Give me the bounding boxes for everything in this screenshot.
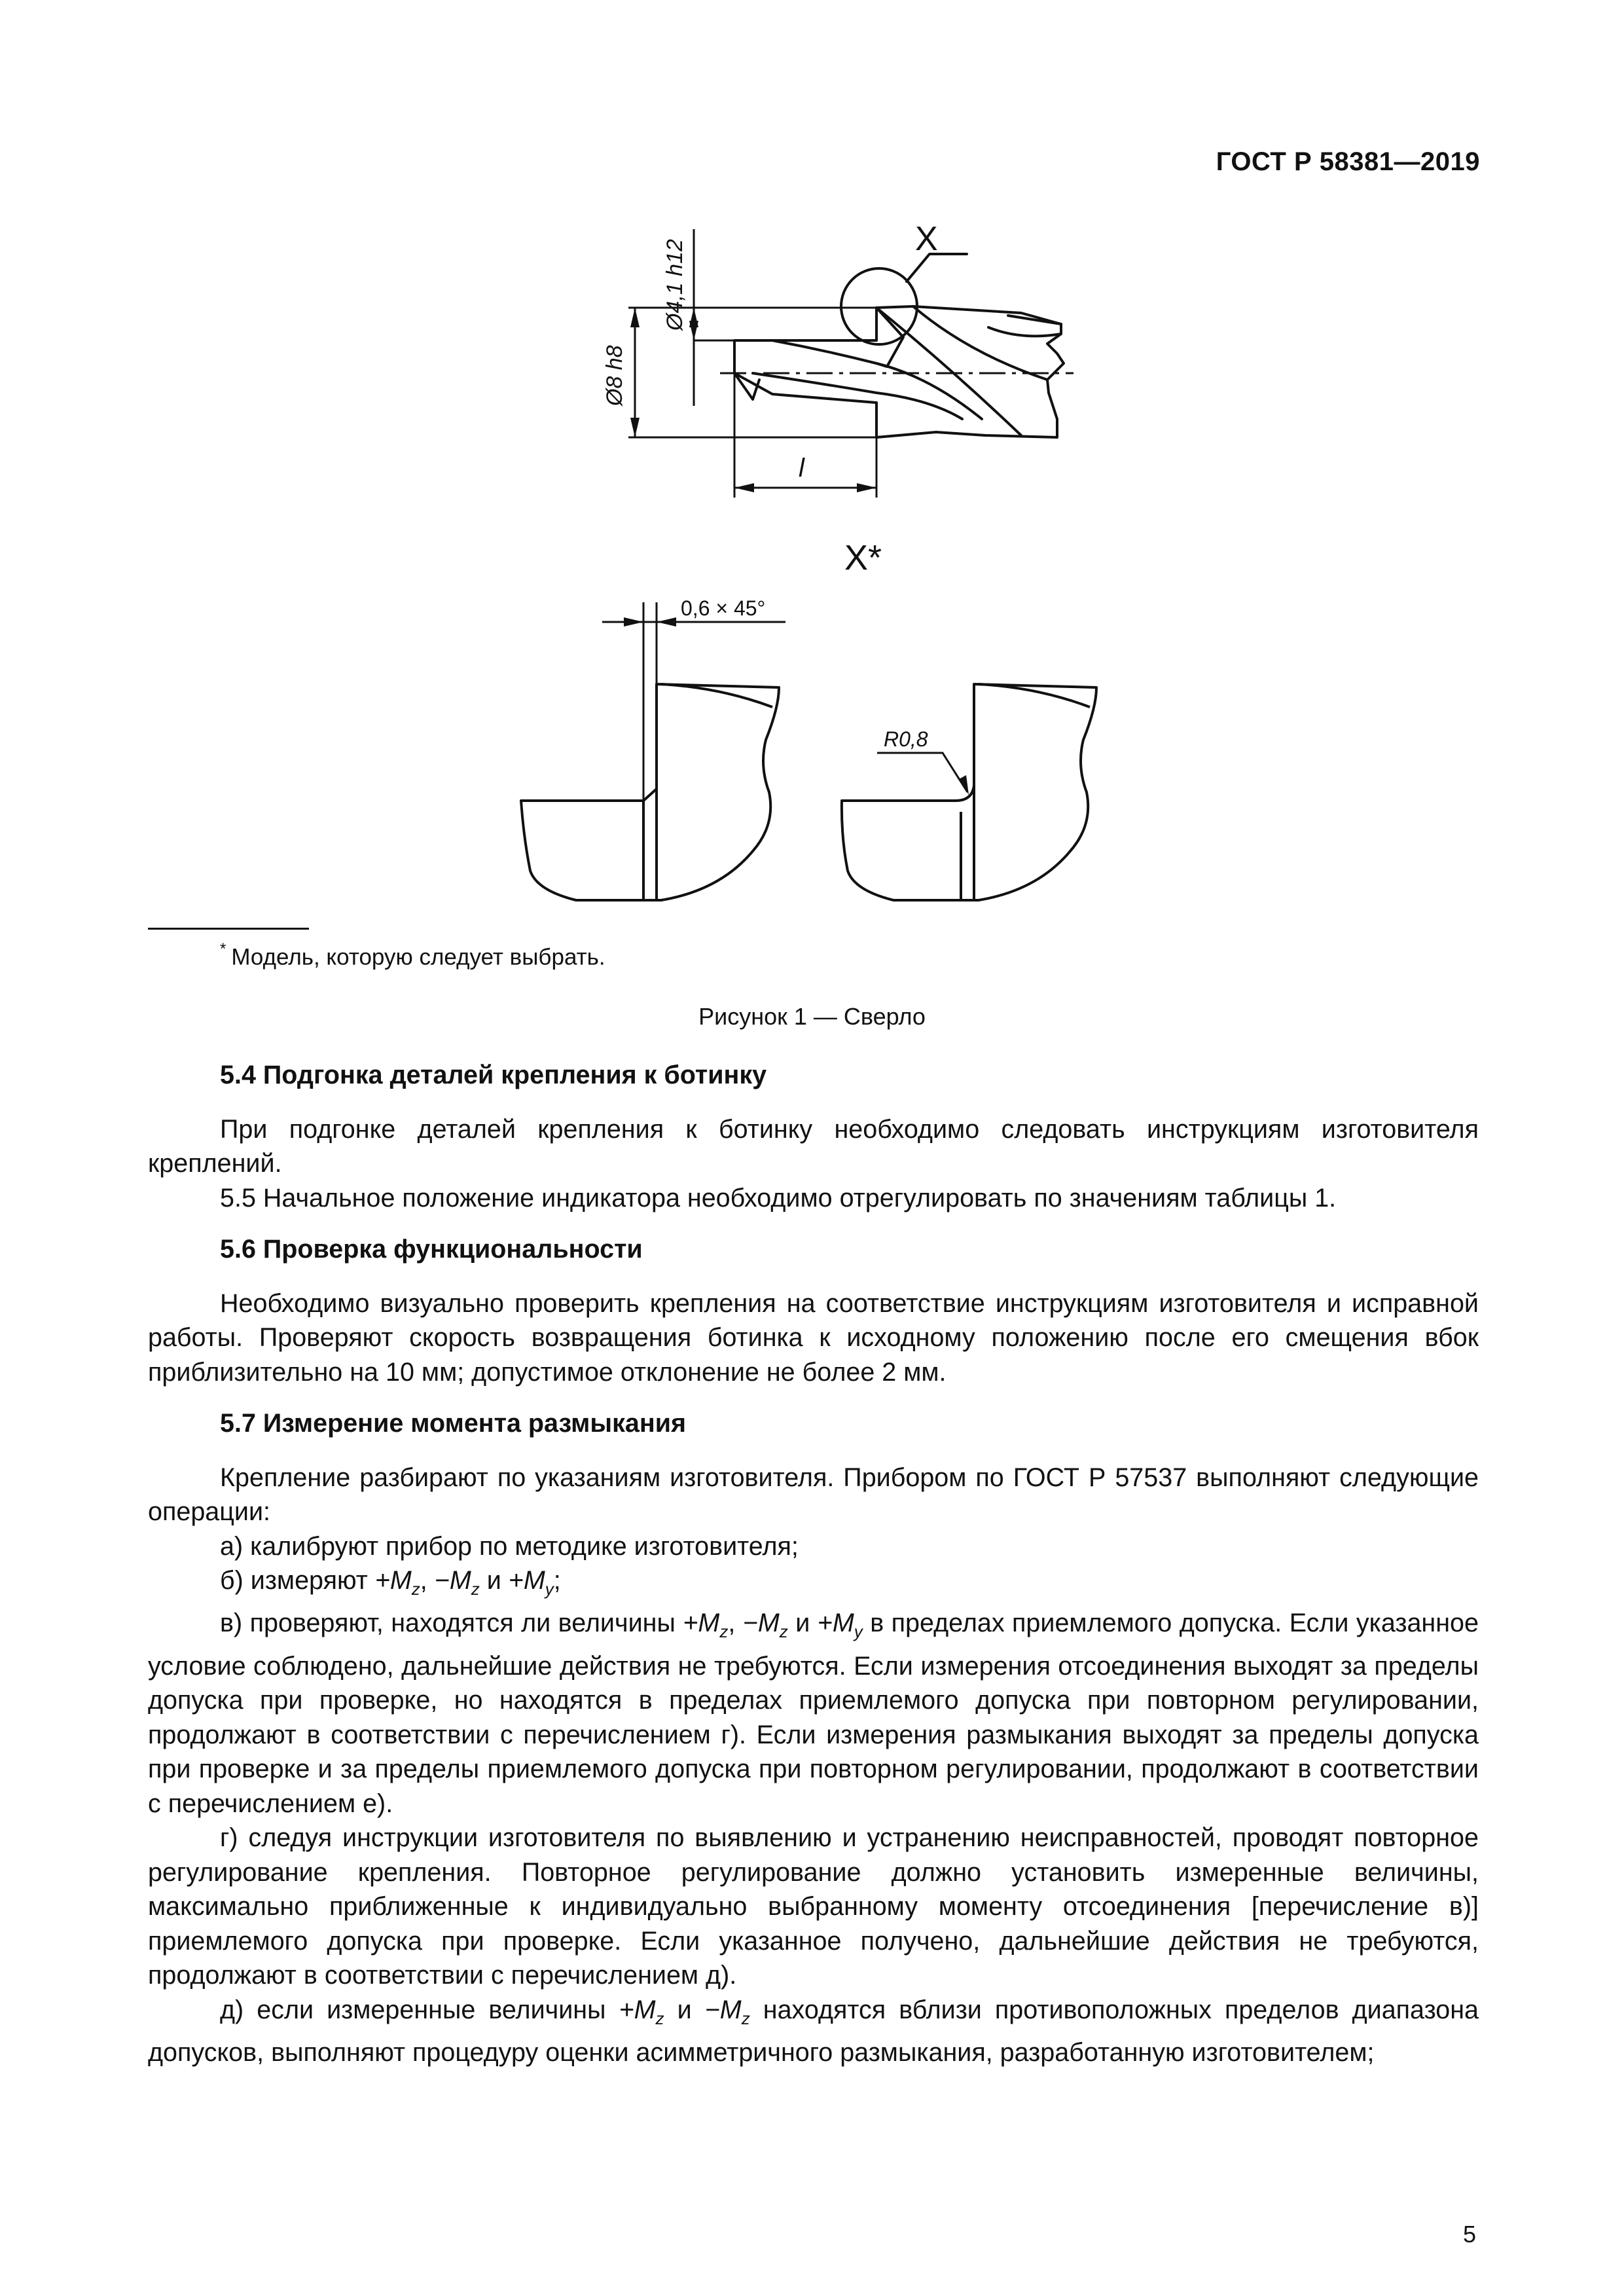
section-5-4-paragraph: При подгонке деталей крепления к ботинку необходимо следовать инструкциям изготовителя креплений.: [148, 1114, 1479, 1178]
figure-caption: Рисунок 1 — Сверло: [698, 1003, 926, 1030]
dim-small-diameter: Ø4,1 h12: [662, 239, 687, 331]
dim-chamfer: 0,6 × 45°: [681, 596, 766, 620]
list-item-b: б) измеряют $+M_z$, $-M_z$ $и +M_y$;: [220, 1566, 561, 1599]
dim-large-diameter: Ø8 h8: [602, 345, 627, 406]
section-5-7-paragraph: Крепление разбирают по указаниям изготовителя. Прибором по ГОСТ Р 57537 выполняют следующие операции:: [148, 1463, 1479, 1526]
standard-number: ГОСТ Р 58381—2019: [1216, 147, 1480, 176]
leader-line: [877, 753, 967, 792]
list-item-d: д) если измеренные величины $+M_z$ $и -M_z$ находятся вблизи противоположных пределов диапазона допусков, выполняют процедуру оценки асимметричного размыкания, разработанную изготовителем;: [148, 1995, 1479, 2068]
page-number: 5: [1462, 2221, 1476, 2248]
arrow: [857, 483, 876, 492]
drill-figure: [0, 0, 1624, 982]
arrow: [734, 483, 754, 492]
arrow: [689, 321, 698, 340]
dim-length: l: [799, 454, 804, 483]
footnote-text: Модель, которую следует выбрать.: [231, 944, 605, 970]
footnote-divider: [148, 928, 309, 930]
section-5-6-paragraph: Необходимо визуально проверить крепления на соответствие инструкциям изготовителя и исправной работы. Проверяют скорость возвращения ботинка к исходному положению после его смещения вбок приблизительно на 10 мм; допустимое отклонение не более 2 мм.: [148, 1288, 1479, 1387]
detail-left-outline: [521, 684, 779, 900]
list-item-v: в) проверяют, находятся ли величины $+M_z$, $-M_z$ $и +M_y$ в пределах приемлемого допуска. Если указанное условие соблюдено, дальнейшие действия не требуются. Если измерения отсоединения выходят за пределы допуска при проверке, но находятся в пределах приемлемого допуска при повторном регулировании, продолжают в соответствии с перечислением г). Если измерения размыкания выходят за пределы допуска при проверке и за пределы приемлемого допуска при повторном регулировании, продолжают в соответствии с перечислением е).: [148, 1609, 1479, 1818]
arrow: [657, 617, 676, 627]
list-item-a: а) калибруют прибор по методике изготовителя;: [220, 1531, 799, 1561]
drill-flute-line: [988, 327, 1061, 336]
drill-flute-line: [876, 308, 1021, 435]
label-x: X: [915, 220, 938, 258]
label-x-star: X*: [844, 538, 882, 577]
arrow: [630, 418, 640, 437]
leader-line: [907, 254, 967, 282]
section-5-7-title: 5.7 Измерение момента размыкания: [220, 1409, 687, 1438]
arrow: [624, 617, 643, 627]
arrow: [630, 308, 640, 327]
document-body: [148, 1058, 1479, 2070]
footnote: [220, 940, 605, 971]
list-item-g: г) следуя инструкции изготовителя по выявлению и устранению неисправностей, проводят повторное регулирование крепления. Повторное регулирование должно установить измеренные величины, максимально приближенные к индивидуально выбранному моменту отсоединения [перечисление в)] приемлемого допуска при проверке. Если указанное получено, дальнейшие действия не требуются, продолжают в соответствии с перечислением д).: [148, 1823, 1479, 1990]
dim-radius: R0,8: [884, 727, 928, 751]
footnote-mark: *: [220, 940, 226, 958]
section-5-5-paragraph: 5.5 Начальное положение индикатора необходимо отрегулировать по значениям таблицы 1.: [220, 1183, 1337, 1212]
detail-right-outline: [842, 684, 1096, 900]
section-5-6-title: 5.6 Проверка функциональности: [220, 1235, 643, 1264]
section-5-4-title: 5.4 Подгонка деталей крепления к ботинку: [220, 1061, 767, 1089]
arrow: [959, 775, 969, 795]
